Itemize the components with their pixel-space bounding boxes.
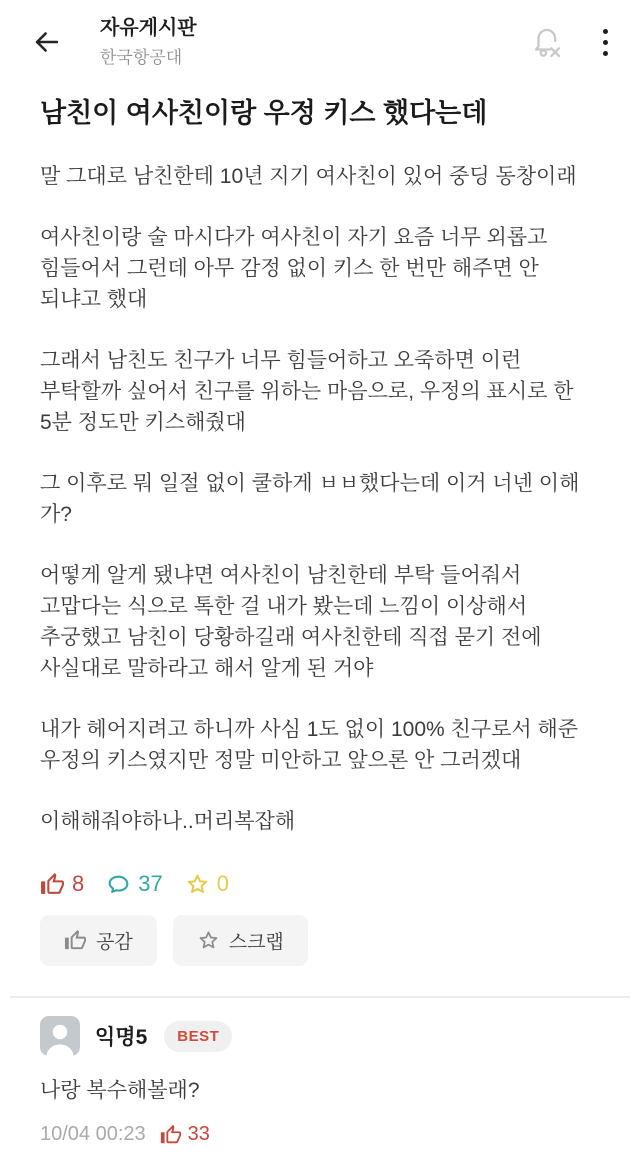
post-paragraph: 말 그대로 남친한테 10년 지기 여사친이 있어 중딩 동창이래 <box>40 165 577 189</box>
board-subtitle: 한국항공대 <box>100 48 183 67</box>
bell-off-icon <box>527 22 567 62</box>
comment-like-count <box>160 1123 210 1146</box>
post-paragraph: 어떻게 알게 됐냐면 여사친이 남친한테 부탁 들어줘서 고맙다는 식으로 톡한 걸 내가 봤는데 느낌이 이상해서 추궁했고 남친이 당황하길래 여사친한테 직접 묻기 전에 사실대로 말하라고 해서 알게 된 거야 <box>40 564 542 681</box>
comment-header <box>40 1016 600 1056</box>
post-title: 남친이 여사친이랑 우정 키스 했다는데 <box>40 98 488 128</box>
back-arrow-icon <box>30 25 64 59</box>
post-paragraph: 이해해줘야하나..머리복잡해 <box>40 810 296 834</box>
comment-text: 나랑 복수해볼래? <box>40 1079 200 1103</box>
notifications-off-button[interactable] <box>527 22 567 62</box>
post-actions <box>40 915 600 966</box>
best-badge: BEST <box>164 1021 232 1052</box>
board-title: 자유게시판 <box>100 17 197 39</box>
like-button-label: 공감 <box>96 932 133 954</box>
comment-like-value: 33 <box>187 1123 210 1146</box>
scrap-count <box>185 871 229 897</box>
post-stats <box>40 871 600 897</box>
post-paragraph: 여사친이랑 술 마시다가 여사친이 자기 요즘 너무 외롭고 힘들어서 그런데 아무 감정 없이 키스 한 번만 해주면 안 되냐고 했대 <box>40 226 548 312</box>
comment-count-value: 37 <box>138 871 163 897</box>
like-count-value: 8 <box>72 871 85 897</box>
scrap-button[interactable] <box>173 915 308 966</box>
like-button[interactable] <box>40 915 157 966</box>
scrap-count-value: 0 <box>216 871 229 897</box>
thumbs-up-outline-icon <box>64 929 87 952</box>
scrap-button-label: 스크랩 <box>228 932 284 954</box>
comment-count <box>106 871 162 897</box>
header <box>0 0 640 76</box>
header-titles <box>100 16 527 68</box>
comment-author: 익명5 <box>95 1026 148 1050</box>
avatar <box>40 1016 80 1056</box>
like-count <box>40 871 84 897</box>
post-paragraph: 내가 헤어지려고 하니까 사심 1도 없이 100% 친구로서 해준 우정의 키스였지만 정말 미안하고 앞으론 안 그러겠대 <box>40 718 579 773</box>
comment-bubble-icon <box>106 872 131 897</box>
thumbs-up-icon <box>40 872 65 897</box>
post-paragraph: 그래서 남친도 친구가 너무 힘들어하고 오죽하면 이런 부탁할까 싶어서 친구를 위하는 마음으로, 우정의 표시로 한 5분 정도만 키스해줬대 <box>40 349 574 435</box>
post-content <box>0 76 640 966</box>
post-paragraph: 그 이후로 뭐 일절 없이 쿨하게 ㅂㅂ했다는데 이거 너넨 이해 가? <box>40 472 580 527</box>
thumbs-up-icon <box>160 1124 182 1146</box>
back-button[interactable] <box>30 22 74 62</box>
header-actions <box>527 22 614 62</box>
star-outline-icon <box>197 929 220 952</box>
comment-item <box>0 998 640 1146</box>
more-options-button[interactable] <box>597 25 614 60</box>
comment-timestamp: 10/04 00:23 <box>40 1123 146 1146</box>
comment-footer <box>40 1123 600 1146</box>
star-icon <box>185 872 210 897</box>
